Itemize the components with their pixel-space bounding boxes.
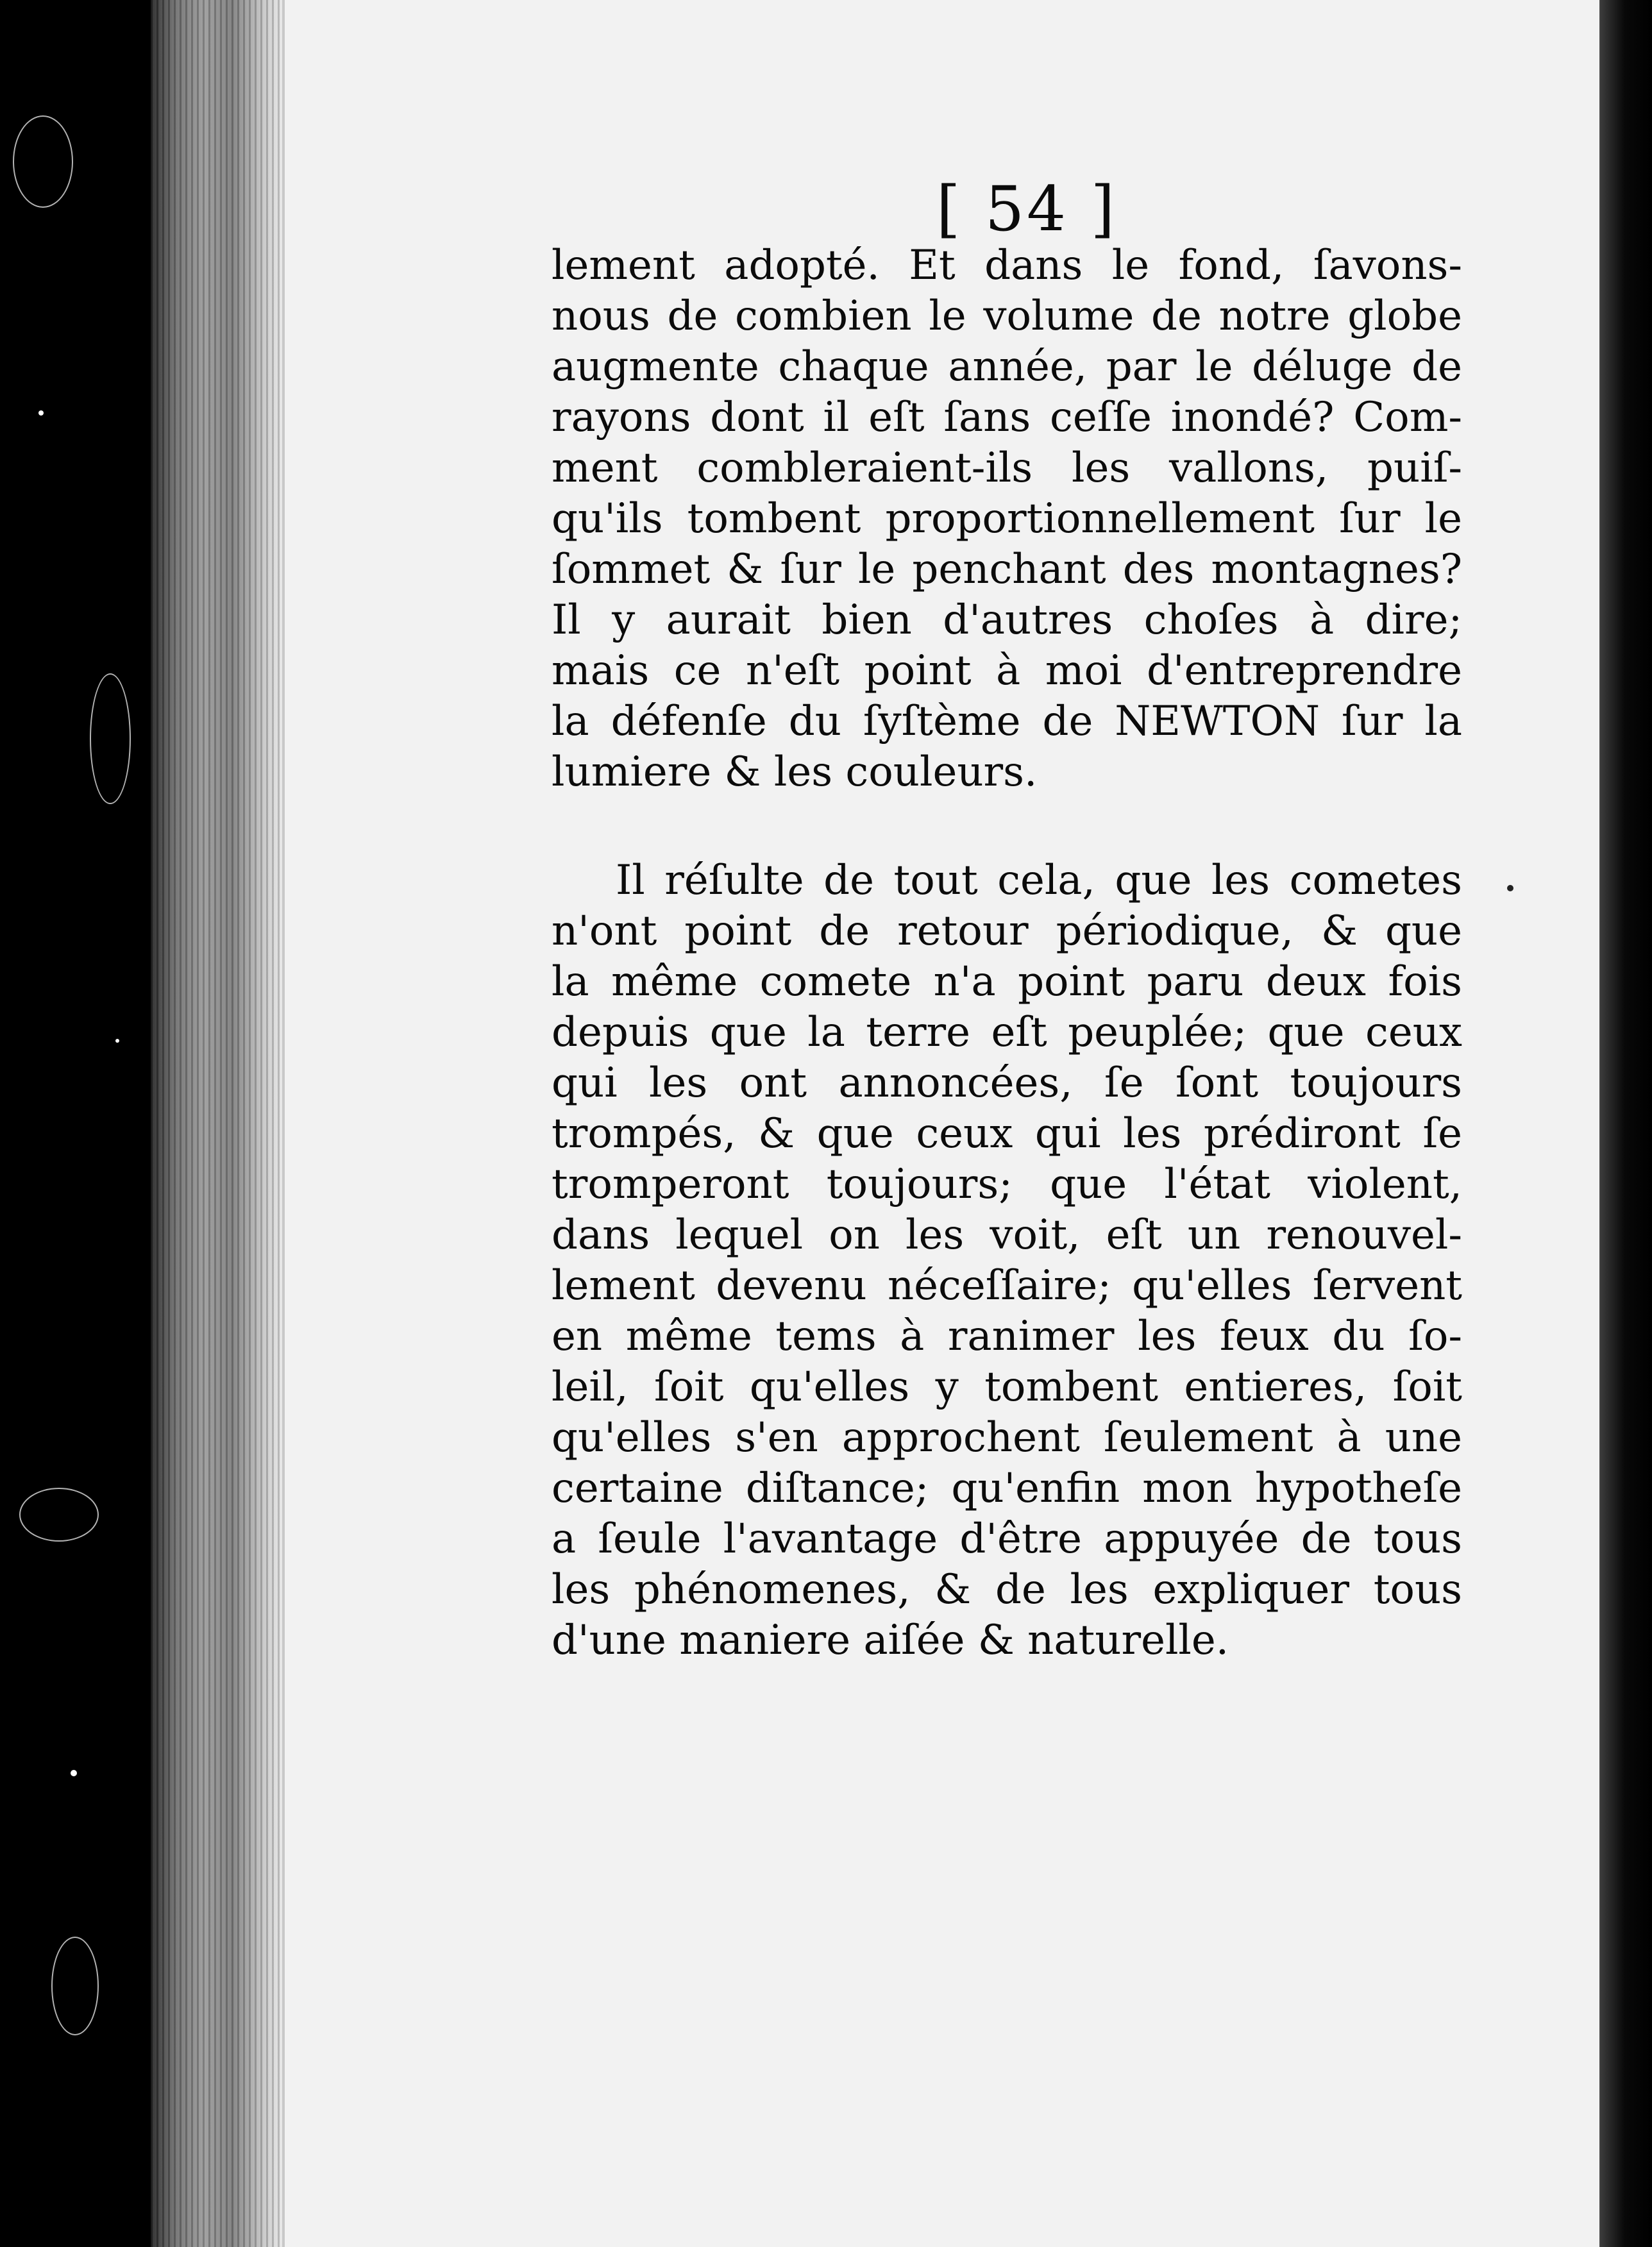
text-line: rayons dont il eſt ſans ceſſe inondé? Com-	[552, 394, 1462, 441]
text-line: qu'ils tombent proportionnellement ſur le	[552, 495, 1462, 543]
text-line: augmente chaque année, par le déluge de	[552, 343, 1462, 391]
text-line: trompés, & que ceux qui les prédiront ſe	[552, 1110, 1462, 1157]
text-line: la défenſe du ſyſtème de NEWTON ſur la	[552, 698, 1462, 745]
text-line: certaine diſtance; qu'enfin mon hypotheſe	[552, 1465, 1462, 1512]
text-line: la même comete n'a point paru deux fois	[552, 958, 1462, 1006]
text-line: mais ce n'eſt point à moi d'entreprendre	[552, 647, 1462, 694]
paragraph-1	[552, 240, 1462, 798]
body-text	[552, 240, 1462, 1666]
dust-speck	[1507, 885, 1513, 891]
dust-speck	[38, 410, 44, 416]
text-line: Il réſulte de tout cela, que les cometes	[616, 857, 1462, 904]
dust-fiber	[13, 115, 73, 208]
text-line: dans lequel on les voit, eſt un renouvel-	[552, 1211, 1462, 1259]
paragraph-2	[552, 855, 1462, 1666]
dust-speck	[115, 1039, 119, 1043]
text-line: lumiere & les couleurs.	[552, 748, 1038, 796]
text-line: qui les ont annoncées, ſe ſont toujours	[552, 1059, 1462, 1107]
text-line: n'ont point de retour périodique, & que	[552, 907, 1462, 955]
text-line: lement devenu néceſſaire; qu'elles ſervent	[552, 1262, 1462, 1309]
dust-fiber	[51, 1937, 99, 2035]
text-line: en même tems à ranimer les feux du ſo-	[552, 1313, 1462, 1360]
text-line: les phénomenes, & de les expliquer tous	[552, 1566, 1462, 1613]
text-line: a ſeule l'avantage d'être appuyée de tous	[552, 1515, 1462, 1563]
text-line: nous de combien le volume de notre globe	[552, 292, 1462, 340]
page-edge-left	[151, 0, 285, 2247]
text-line: lement adopté. Et dans le fond, ſavons-	[552, 242, 1462, 289]
text-line: Il y aurait bien d'autres choſes à dire;	[552, 596, 1462, 644]
dust-fiber	[19, 1488, 99, 1542]
text-line: depuis que la terre eſt peuplée; que ceux	[552, 1009, 1462, 1056]
text-line: qu'elles s'en approchent ſeulement à une	[552, 1414, 1462, 1461]
dust-fiber	[90, 673, 131, 804]
text-line: d'une maniere aiſée & naturelle.	[552, 1617, 1229, 1664]
text-line: leil, ſoit qu'elles y tombent entieres, ſoit	[552, 1363, 1462, 1411]
page-number: [ 54 ]	[936, 173, 1118, 245]
text-line: tromperont toujours; que l'état violent,	[552, 1161, 1462, 1208]
text-line: ment combleraient-ils les vallons, puiſ-	[552, 444, 1462, 492]
text-line: ſommet & ſur le penchant des montagnes?	[552, 546, 1462, 593]
dust-speck	[71, 1770, 77, 1776]
